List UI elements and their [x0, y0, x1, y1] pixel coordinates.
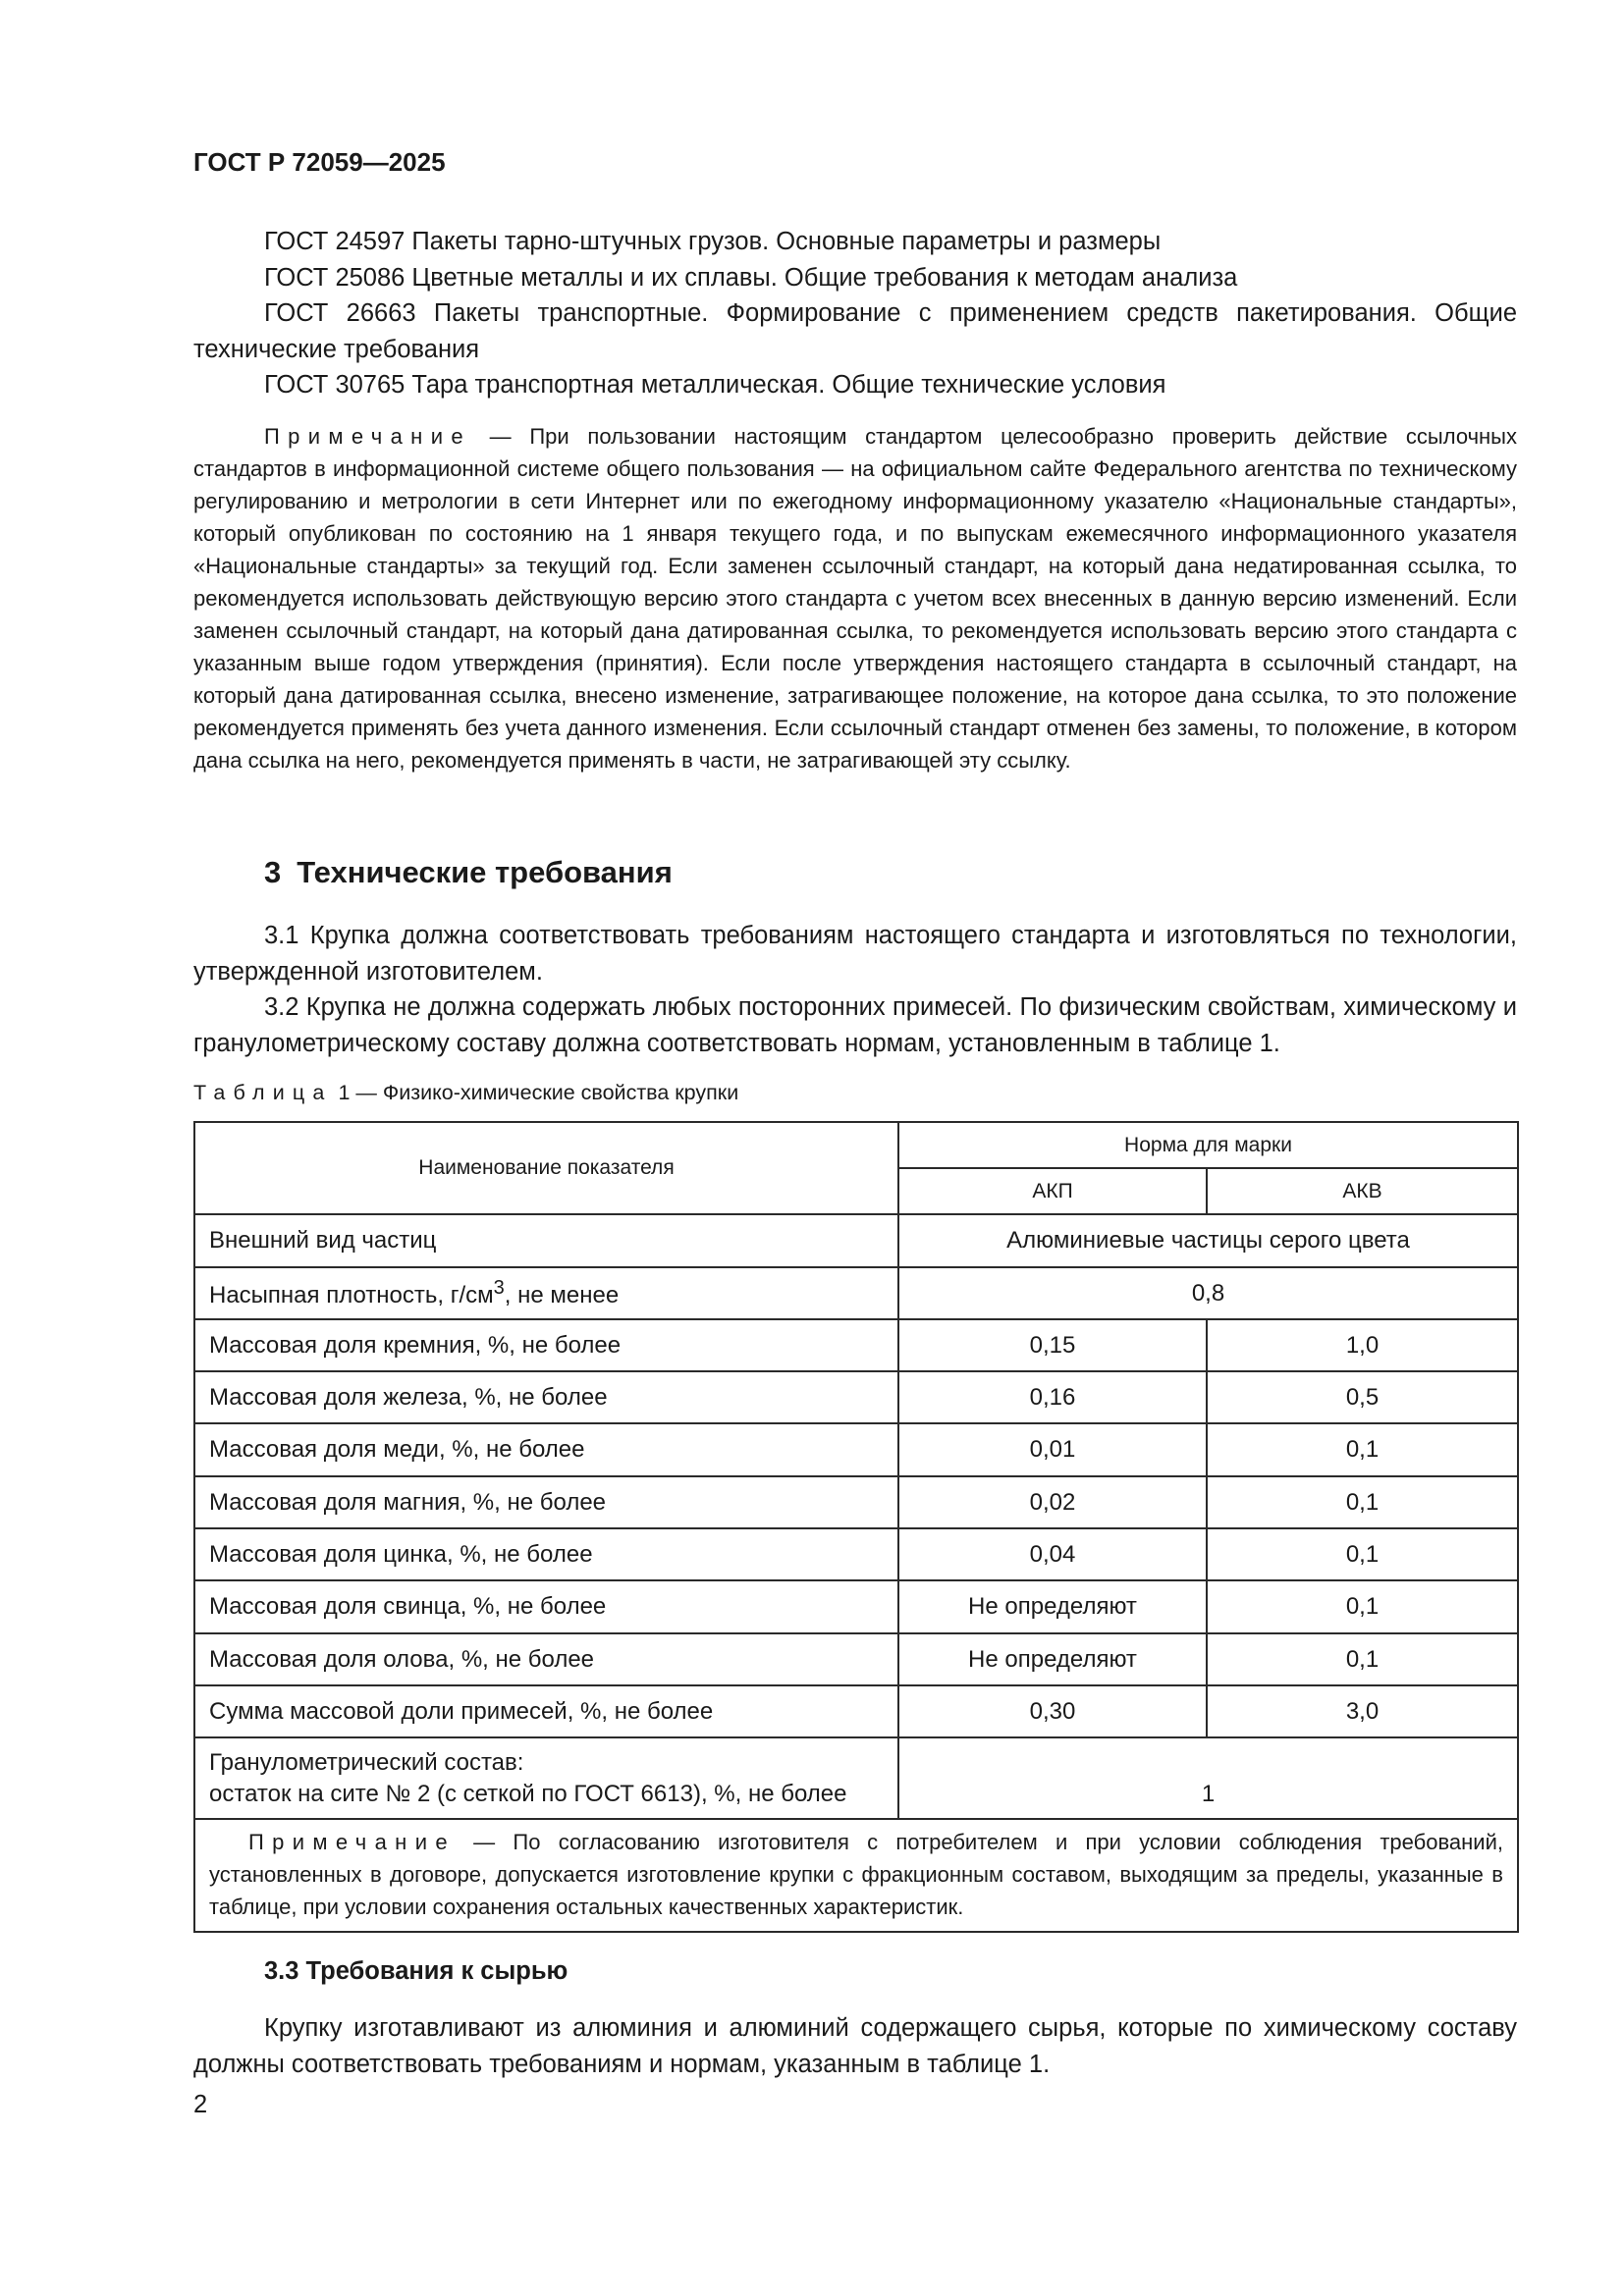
note-text: — При пользовании настоящим стандартом целесообразно проверить действие ссылочных стандартов в информационной системе общего пользования — на официальном сайте Федерального агентства по техническому регулированию и метрологии в сети Интернет или по ежегодному информационному указателю «Национальные стандарты», который опубликован по состоянию на 1 января текущего года, и по выпускам ежемесячного информационного указателя «Национальные стандарты» за текущий год. Если заменен ссылочный стандарт, на который дана недатированная ссылка, то рекомендуется использовать действующую версию этого стандарта с учетом всех внесенных в данную версию изменений. Если заменен ссылочный стандарт, на который дана датированная ссылка, то рекомендуется использовать версию этого стандарта с указанным выше годом утверждения (принятия). Если после утверждения настоящего стандарта в ссылочный стандарт, на который дана датированная ссылка, внесено изменение, затрагивающее положение, на которое дана ссылка, то это положение рекомендуется применять без учета данного изменения. Если ссылочный стандарт отменен без замены, то положение, в котором дана ссылка на него, рекомендуется применять в части, не затрагивающей эту ссылку.: [193, 424, 1517, 773]
table-row: [194, 1633, 1518, 1685]
row-value-akv: 0,5: [1207, 1371, 1518, 1423]
row-name: Массовая доля свинца, %, не более: [194, 1580, 898, 1633]
table-caption: [193, 1081, 738, 1105]
table-row: [194, 1580, 1518, 1633]
table-row: [194, 1267, 1518, 1319]
row-name: Массовая доля меди, %, не более: [194, 1423, 898, 1476]
table-row: [194, 1685, 1518, 1737]
row-name-line: остаток на сите № 2 (с сеткой по ГОСТ 6613), %, не более: [209, 1780, 847, 1807]
row-value-merged: Алюминиевые частицы серого цвета: [898, 1214, 1518, 1267]
table-row: [194, 1528, 1518, 1580]
row-name: Массовая доля олова, %, не более: [194, 1633, 898, 1685]
table-note-label: Примечание: [248, 1830, 456, 1854]
section-clauses: [193, 918, 1517, 1061]
row-value-akp: Не определяют: [898, 1633, 1207, 1685]
table-note: [194, 1819, 1518, 1932]
row-name: Массовая доля кремния, %, не более: [194, 1319, 898, 1371]
section-title-text: Технические требования: [297, 855, 673, 889]
row-name: [194, 1737, 898, 1819]
column-header-akv: АКВ: [1207, 1168, 1518, 1214]
table-caption-label: Таблица: [193, 1081, 333, 1104]
table-row: [194, 1423, 1518, 1476]
row-value-akv: 0,1: [1207, 1580, 1518, 1633]
row-value-akp: 0,01: [898, 1423, 1207, 1476]
row-value-merged: 0,8: [898, 1267, 1518, 1319]
properties-table-wrapper: [193, 1121, 1517, 1933]
column-header-akp: АКП: [898, 1168, 1207, 1214]
row-name-superscript: 3: [493, 1277, 505, 1299]
row-value-akp: Не определяют: [898, 1580, 1207, 1633]
table-note-text: — По согласованию изготовителя с потребителем и при условии соблюдения требований, установленных в договоре, допускается изготовление крупки с фракционным составом, выходящим за пределы, указанные в таблице, при условии сохранения остальных качественных характеристик.: [209, 1830, 1503, 1919]
table-note-row: [194, 1819, 1518, 1932]
subsection-heading: 3.3 Требования к сырью: [264, 1957, 568, 1985]
column-header-grade-group: Норма для марки: [898, 1122, 1518, 1168]
row-value-akv: 0,1: [1207, 1476, 1518, 1528]
table-row: [194, 1476, 1518, 1528]
row-value-akv: 1,0: [1207, 1319, 1518, 1371]
clause-3-1: 3.1 Крупка должна соответствовать требованиям настоящего стандарта и изготовляться по технологии, утвержденной изготовителем.: [193, 922, 1517, 986]
reference-item: ГОСТ 24597 Пакеты тарно-штучных грузов. Основные параметры и размеры: [264, 228, 1162, 255]
row-value-akv: 0,1: [1207, 1528, 1518, 1580]
reference-item: ГОСТ 26663 Пакеты транспортные. Формирование с применением средств пакетирования. Общие технические требования: [193, 299, 1517, 363]
row-name: Массовая доля магния, %, не более: [194, 1476, 898, 1528]
table-row: [194, 1214, 1518, 1267]
row-value-akv: 0,1: [1207, 1423, 1518, 1476]
page-number: 2: [193, 2091, 208, 2118]
section-heading: [264, 855, 673, 890]
row-value-akp: 0,30: [898, 1685, 1207, 1737]
row-value-akp: 0,02: [898, 1476, 1207, 1528]
reference-item: ГОСТ 30765 Тара транспортная металлическая. Общие технические условия: [264, 371, 1166, 399]
row-value-akp: 0,04: [898, 1528, 1207, 1580]
table-row: [194, 1737, 1518, 1819]
row-name-text-end: , не менее: [504, 1282, 620, 1308]
row-name-line: Гранулометрический состав:: [209, 1748, 524, 1776]
table-row: [194, 1371, 1518, 1423]
references-note: [193, 420, 1517, 776]
section-number: 3: [264, 855, 282, 889]
row-name: Массовая доля цинка, %, не более: [194, 1528, 898, 1580]
row-value-merged: 1: [898, 1737, 1518, 1819]
row-value-akv: 0,1: [1207, 1633, 1518, 1685]
row-name: Сумма массовой доли примесей, %, не более: [194, 1685, 898, 1737]
raw-material-paragraph: Крупку изготавливают из алюминия и алюминий содержащего сырья, которые по химическому составу должны соответствовать требованиям и нормам, указанным в таблице 1.: [193, 2014, 1517, 2078]
row-value-akp: 0,15: [898, 1319, 1207, 1371]
reference-item: ГОСТ 25086 Цветные металлы и их сплавы. Общие требования к методам анализа: [264, 263, 1238, 292]
table-caption-text: 1 — Физико-химические свойства крупки: [332, 1081, 739, 1104]
clause-3-2: 3.2 Крупка не должна содержать любых посторонних примесей. По физическим свойствам, химическому и гранулометрическому составу должна соответствовать нормам, установленным в таблице 1.: [193, 993, 1517, 1057]
column-header-name: Наименование показателя: [194, 1122, 898, 1214]
row-name: Внешний вид частиц: [194, 1214, 898, 1267]
document-code-header: ГОСТ Р 72059—2025: [193, 147, 446, 177]
row-name-text: Насыпная плотность, г/см: [209, 1282, 494, 1308]
row-name: [194, 1267, 898, 1319]
row-value-akp: 0,16: [898, 1371, 1207, 1423]
row-name: Массовая доля железа, %, не более: [194, 1371, 898, 1423]
properties-table: [193, 1121, 1519, 1933]
note-label: Примечание: [264, 424, 471, 449]
row-value-akv: 3,0: [1207, 1685, 1518, 1737]
table-row: [194, 1319, 1518, 1371]
normative-references-list: [193, 224, 1517, 403]
